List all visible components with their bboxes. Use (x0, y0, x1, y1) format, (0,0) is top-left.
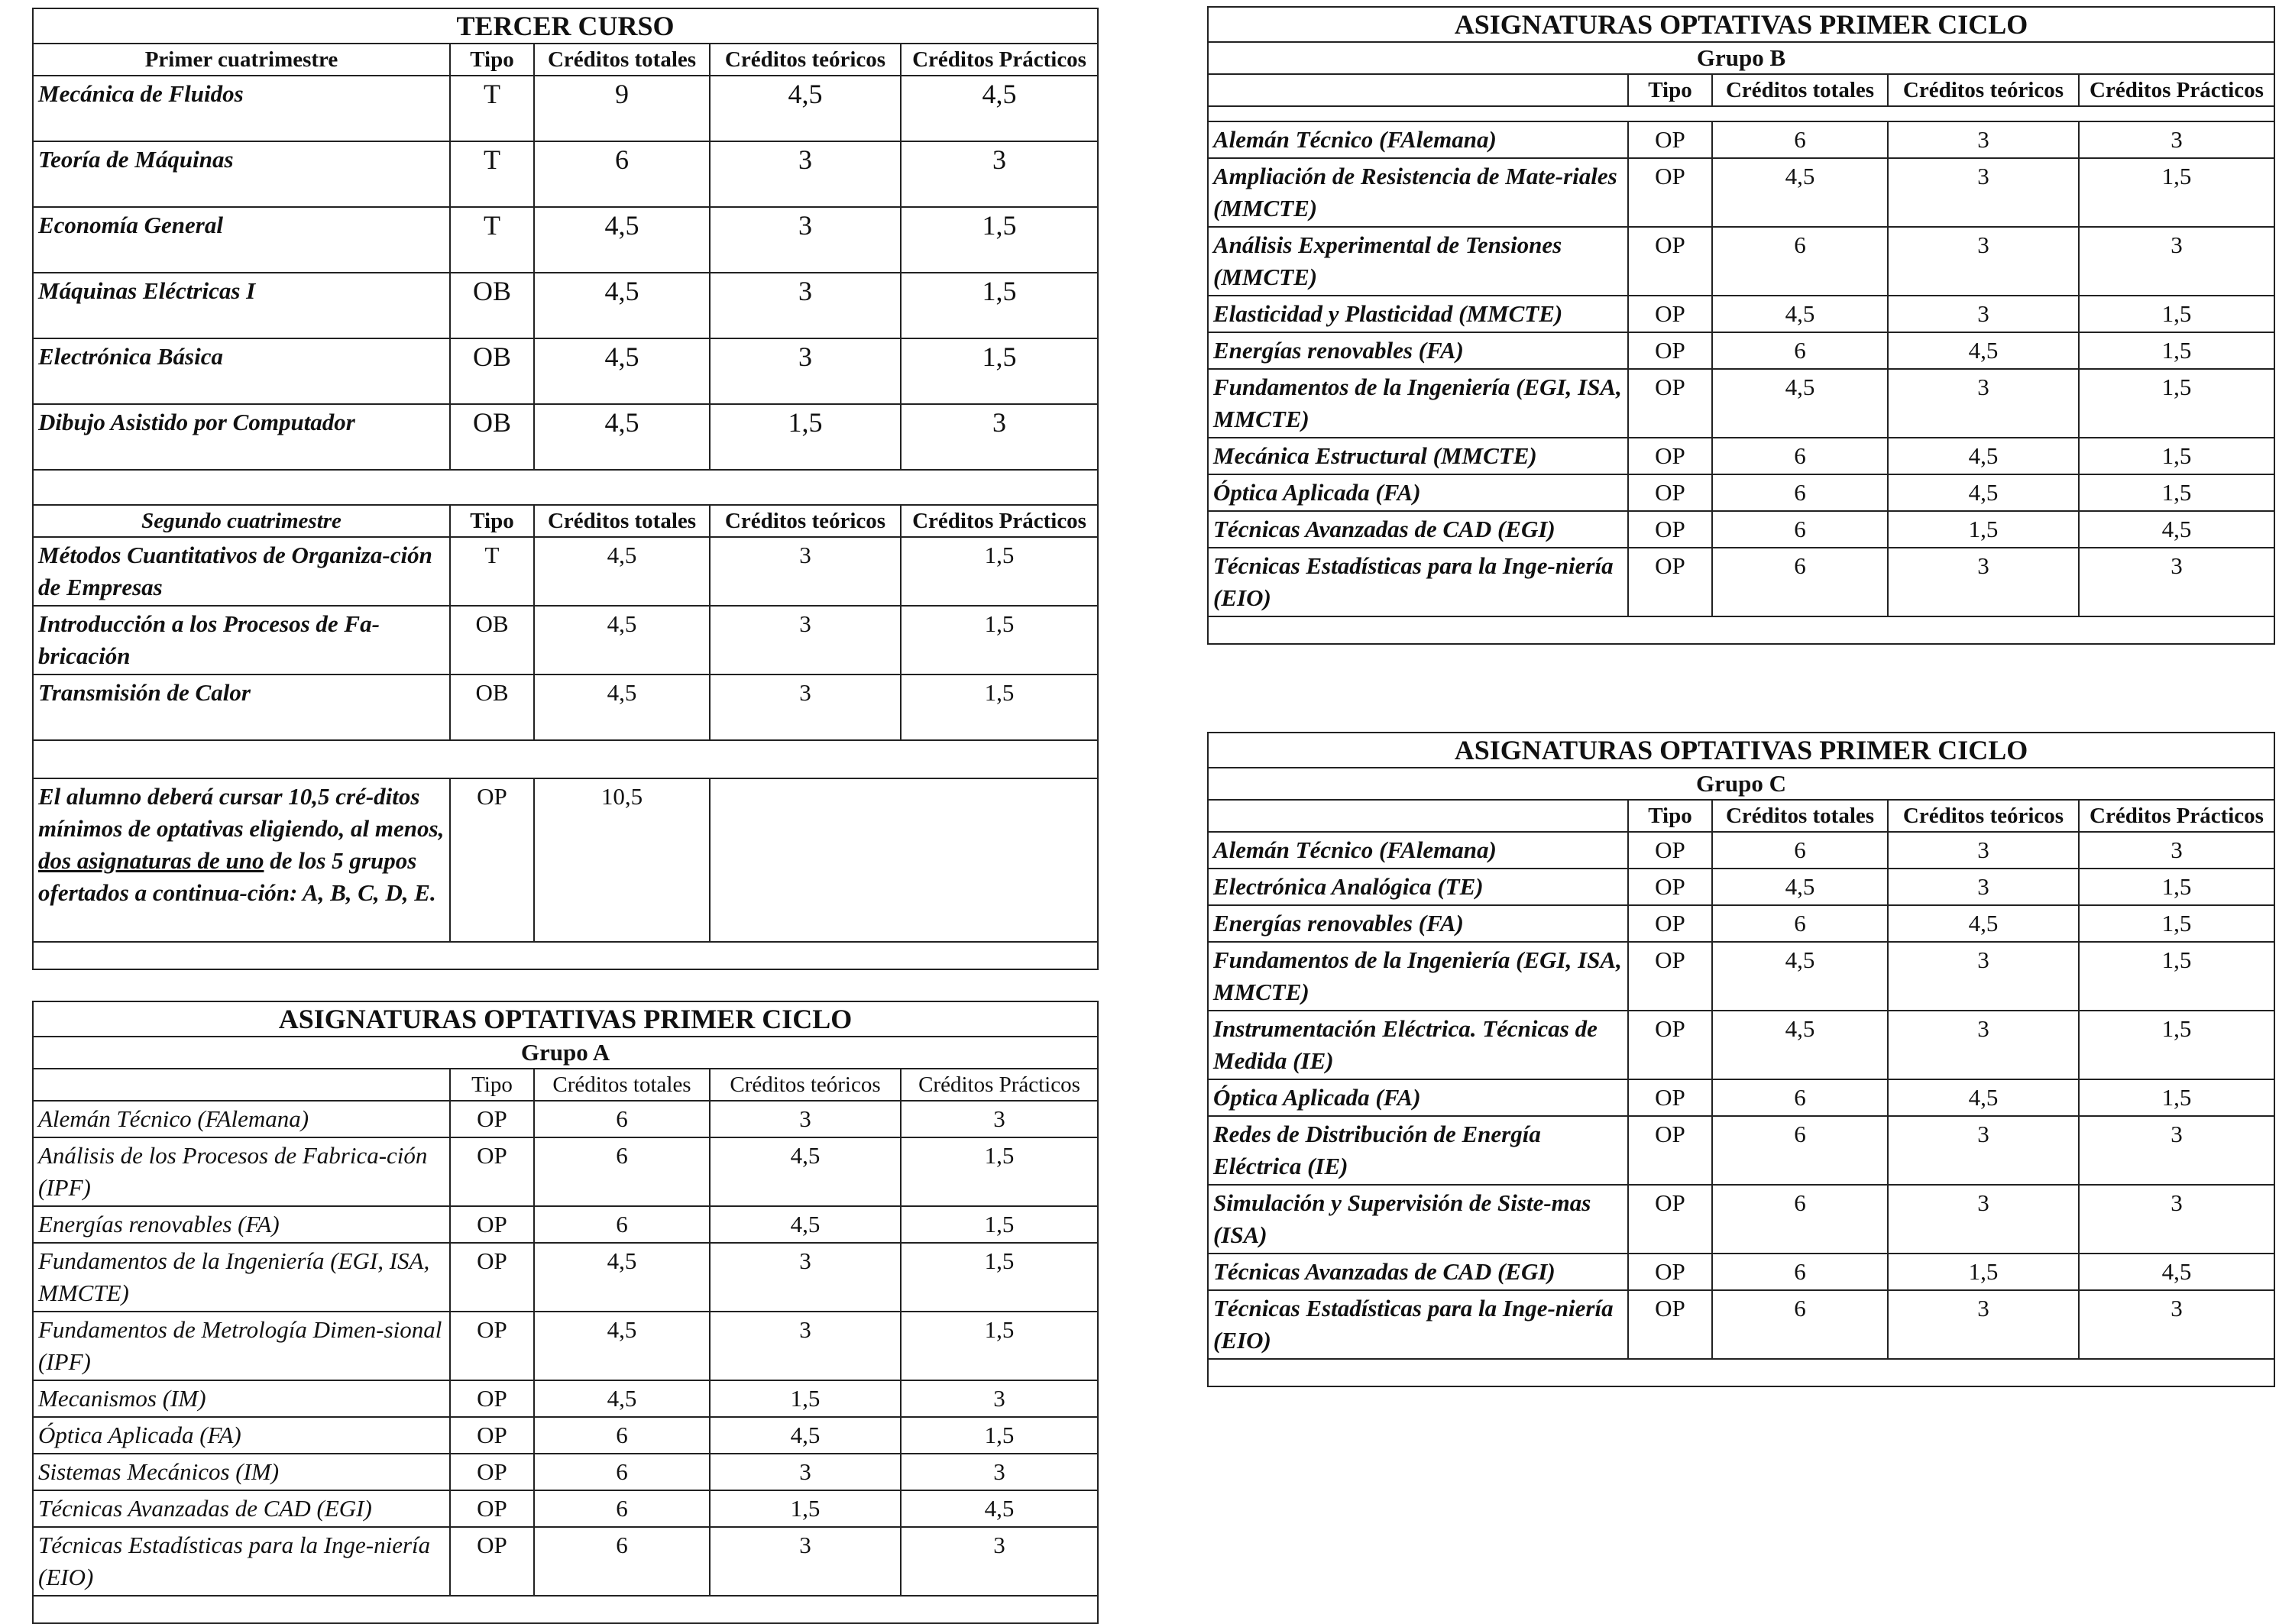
grupo-b-label: Grupo B (1208, 42, 2274, 74)
spacer-row (33, 942, 1098, 969)
theory-credits: 4,5 (1888, 332, 2079, 369)
table-row (1208, 1079, 2274, 1116)
tipo-cell: OP (1628, 832, 1712, 869)
theory-credits: 1,5 (710, 1380, 901, 1417)
subject-name: Energías renovables (FA) (1208, 905, 1628, 942)
theory-credits: 3 (1888, 1011, 2079, 1079)
spacer-row (1208, 1359, 2274, 1386)
table-header-row (33, 505, 1098, 537)
grupo-b-table (1207, 6, 2275, 645)
header-cell: Créditos totales (534, 505, 710, 537)
header-cell: Segundo cuatrimestre (33, 505, 450, 537)
subject-name: Técnicas Estadísticas para la Inge-niería (EIO) (1208, 1290, 1628, 1359)
theory-credits: 4,5 (710, 76, 901, 141)
tercer-curso-table (32, 8, 1099, 970)
tipo-cell: OP (1628, 332, 1712, 369)
subject-name: Ampliación de Resistencia de Mate-riales (MMCTE) (1208, 158, 1628, 227)
theory-credits: 4,5 (1888, 905, 2079, 942)
spacer-row (33, 740, 1098, 778)
header-cell: Créditos teóricos (1888, 74, 2079, 106)
header-cell: Créditos teóricos (710, 505, 901, 537)
tipo-cell: OP (1628, 869, 1712, 905)
theory-credits: 4,5 (1888, 474, 2079, 511)
theory-credits: 1,5 (710, 1490, 901, 1527)
practice-credits: 4,5 (2079, 511, 2274, 548)
total-credits: 6 (1712, 1079, 1888, 1116)
tipo-cell: OP (1628, 511, 1712, 548)
header-cell: Créditos totales (534, 1069, 710, 1101)
subject-name: Electrónica Analógica (TE) (1208, 869, 1628, 905)
header-cell: Créditos totales (534, 44, 710, 76)
tipo-cell: OB (450, 404, 534, 470)
table-row (1208, 1116, 2274, 1185)
total-credits: 6 (534, 1137, 710, 1206)
header-cell: Tipo (450, 44, 534, 76)
total-credits: 6 (1712, 121, 1888, 158)
subject-name: Economía General (33, 207, 450, 273)
subject-name: Óptica Aplicada (FA) (33, 1417, 450, 1454)
practice-credits: 1,5 (901, 1137, 1098, 1206)
total-credits: 4,5 (1712, 1011, 1888, 1079)
practice-credits: 3 (2079, 832, 2274, 869)
header-cell: Créditos Prácticos (901, 505, 1098, 537)
total-credits: 6 (534, 1527, 710, 1596)
table-row (1208, 1011, 2274, 1079)
header-cell: Créditos totales (1712, 800, 1888, 832)
theory-credits: 4,5 (710, 1417, 901, 1454)
table-row (1208, 121, 2274, 158)
table-row (1208, 942, 2274, 1011)
total-credits: 6 (1712, 1116, 1888, 1185)
practice-credits: 1,5 (901, 207, 1098, 273)
grupo-c-label: Grupo C (1208, 768, 2274, 800)
total-credits: 4,5 (1712, 869, 1888, 905)
tipo-cell: OP (1628, 905, 1712, 942)
table-header-row (1208, 800, 2274, 832)
theory-credits: 3 (710, 1454, 901, 1490)
practice-credits: 1,5 (2079, 158, 2274, 227)
total-credits: 4,5 (1712, 942, 1888, 1011)
subject-name: Fundamentos de la Ingeniería (EGI, ISA, MMCTE) (1208, 369, 1628, 438)
subject-name: Elasticidad y Plasticidad (MMCTE) (1208, 296, 1628, 332)
tipo-cell: OP (450, 1454, 534, 1490)
practice-credits: 1,5 (2079, 438, 2274, 474)
total-credits: 9 (534, 76, 710, 141)
tipo-cell: OB (450, 273, 534, 338)
tipo-cell: T (450, 207, 534, 273)
subject-name: Mecánica de Fluidos (33, 76, 450, 141)
practice-credits: 3 (2079, 1290, 2274, 1359)
header-cell: Tipo (450, 505, 534, 537)
table-row (33, 1490, 1098, 1527)
tipo-cell: OP (1628, 1079, 1712, 1116)
table-row (33, 141, 1098, 207)
subject-name: Alemán Técnico (FAlemana) (33, 1101, 450, 1137)
header-cell: Tipo (450, 1069, 534, 1101)
table-row (33, 404, 1098, 470)
subject-name: Transmisión de Calor (33, 675, 450, 740)
total-credits: 6 (534, 1101, 710, 1137)
total-credits: 6 (534, 1417, 710, 1454)
subject-name: Análisis de los Procesos de Fabrica-ción (IPF) (33, 1137, 450, 1206)
table-row (33, 606, 1098, 675)
table-row (1208, 905, 2274, 942)
practice-credits: 3 (901, 1101, 1098, 1137)
theory-credits: 3 (710, 338, 901, 404)
practice-credits: 1,5 (2079, 942, 2274, 1011)
total-credits: 4,5 (534, 675, 710, 740)
subject-name: Teoría de Máquinas (33, 141, 450, 207)
theory-credits: 1,5 (1888, 1254, 2079, 1290)
practice-credits: 4,5 (901, 1490, 1098, 1527)
note-underlined: dos asignaturas de uno (38, 847, 264, 874)
total-credits: 4,5 (1712, 369, 1888, 438)
total-credits: 4,5 (534, 1380, 710, 1417)
tipo-cell: OP (1628, 369, 1712, 438)
practice-credits: 3 (901, 141, 1098, 207)
subject-name: Técnicas Estadísticas para la Inge-niería (EIO) (1208, 548, 1628, 616)
practice-credits: 1,5 (2079, 296, 2274, 332)
table-row (1208, 832, 2274, 869)
total-credits: 4,5 (1712, 296, 1888, 332)
practice-credits: 1,5 (901, 537, 1098, 606)
tipo-cell: OP (1628, 1011, 1712, 1079)
practice-credits: 1,5 (2079, 1011, 2274, 1079)
table-row (1208, 548, 2274, 616)
header-cell: Tipo (1628, 800, 1712, 832)
practice-credits: 1,5 (901, 1417, 1098, 1454)
tipo-cell: OP (1628, 121, 1712, 158)
note-row (33, 778, 1098, 942)
table-row (33, 273, 1098, 338)
subject-name: Energías renovables (FA) (1208, 332, 1628, 369)
practice-credits: 1,5 (2079, 905, 2274, 942)
tipo-cell: OP (450, 1380, 534, 1417)
theory-credits: 3 (1888, 1290, 2079, 1359)
table-row (33, 1206, 1098, 1243)
subject-name: Alemán Técnico (FAlemana) (1208, 121, 1628, 158)
table-row (33, 1101, 1098, 1137)
theory-credits: 3 (1888, 369, 2079, 438)
total-credits: 6 (1712, 905, 1888, 942)
practice-credits: 4,5 (2079, 1254, 2274, 1290)
total-credits: 6 (1712, 832, 1888, 869)
subject-name: Técnicas Avanzadas de CAD (EGI) (33, 1490, 450, 1527)
theory-credits: 4,5 (710, 1206, 901, 1243)
table-row (33, 675, 1098, 740)
header-cell (33, 1069, 450, 1101)
tipo-cell: OP (1628, 474, 1712, 511)
subject-name: Fundamentos de Metrología Dimen-sional (IPF) (33, 1312, 450, 1380)
header-cell: Créditos teóricos (1888, 800, 2079, 832)
total-credits: 4,5 (534, 537, 710, 606)
table-row (1208, 869, 2274, 905)
theory-credits: 1,5 (710, 404, 901, 470)
theory-credits: 3 (710, 675, 901, 740)
total-credits: 6 (534, 1454, 710, 1490)
table-row (1208, 227, 2274, 296)
tipo-cell: OP (1628, 548, 1712, 616)
subject-name: Mecanismos (IM) (33, 1380, 450, 1417)
practice-credits: 1,5 (2079, 474, 2274, 511)
tipo-cell: OB (450, 606, 534, 675)
table-row (33, 76, 1098, 141)
table-header-row (1208, 74, 2274, 106)
tipo-cell: OP (1628, 1116, 1712, 1185)
tipo-cell: OP (1628, 227, 1712, 296)
theory-credits: 3 (710, 273, 901, 338)
note-credits: 10,5 (534, 778, 710, 942)
tipo-cell: OP (450, 1490, 534, 1527)
subject-name: Simulación y Supervisión de Siste-mas (ISA) (1208, 1185, 1628, 1254)
subject-name: Introducción a los Procesos de Fa-bricación (33, 606, 450, 675)
practice-credits: 1,5 (901, 606, 1098, 675)
tipo-cell: OP (1628, 296, 1712, 332)
subject-name: Fundamentos de la Ingeniería (EGI, ISA, MMCTE) (33, 1243, 450, 1312)
table-row (1208, 1254, 2274, 1290)
practice-credits: 4,5 (901, 76, 1098, 141)
table-row (1208, 1185, 2274, 1254)
spacer-row (33, 1596, 1098, 1623)
theory-credits: 3 (710, 1243, 901, 1312)
header-cell: Tipo (1628, 74, 1712, 106)
practice-credits: 3 (901, 1380, 1098, 1417)
theory-credits: 3 (1888, 1185, 2079, 1254)
theory-credits: 3 (1888, 942, 2079, 1011)
total-credits: 6 (1712, 332, 1888, 369)
subject-name: Técnicas Estadísticas para la Inge-niería (EIO) (33, 1527, 450, 1596)
total-credits: 6 (534, 141, 710, 207)
table-row (1208, 1290, 2274, 1359)
subject-name: Instrumentación Eléctrica. Técnicas de Medida (IE) (1208, 1011, 1628, 1079)
practice-credits: 3 (2079, 548, 2274, 616)
practice-credits: 1,5 (2079, 369, 2274, 438)
theory-credits: 3 (1888, 548, 2079, 616)
tipo-cell: OP (450, 1417, 534, 1454)
total-credits: 4,5 (534, 338, 710, 404)
grupo-a-table (32, 1001, 1099, 1624)
theory-credits: 4,5 (1888, 438, 2079, 474)
theory-credits: 3 (1888, 121, 2079, 158)
theory-credits: 3 (1888, 832, 2079, 869)
theory-credits: 3 (710, 1527, 901, 1596)
total-credits: 6 (1712, 511, 1888, 548)
subject-name: Energías renovables (FA) (33, 1206, 450, 1243)
total-credits: 6 (1712, 1254, 1888, 1290)
subject-name: Técnicas Avanzadas de CAD (EGI) (1208, 511, 1628, 548)
theory-credits: 1,5 (1888, 511, 2079, 548)
total-credits: 4,5 (534, 1312, 710, 1380)
tipo-cell: OP (1628, 1290, 1712, 1359)
note-text: El alumno deberá cursar 10,5 cré-ditos mínimos de optativas eligiendo, al menos, dos asignaturas de uno de los 5 grupos ofertados a continua-ción: A, B, C, D, E. (33, 778, 450, 942)
practice-credits: 1,5 (901, 1206, 1098, 1243)
table-row (33, 1417, 1098, 1454)
practice-credits: 1,5 (901, 273, 1098, 338)
table-row (33, 1312, 1098, 1380)
table-header-row (33, 1069, 1098, 1101)
practice-credits: 3 (901, 404, 1098, 470)
theory-credits: 3 (1888, 158, 2079, 227)
tipo-cell: OP (450, 1243, 534, 1312)
subject-name: Análisis Experimental de Tensiones (MMCTE) (1208, 227, 1628, 296)
spacer-row (1208, 106, 2274, 121)
header-cell: Primer cuatrimestre (33, 44, 450, 76)
tipo-cell: OP (450, 1527, 534, 1596)
subject-name: Técnicas Avanzadas de CAD (EGI) (1208, 1254, 1628, 1290)
total-credits: 4,5 (534, 273, 710, 338)
grupo-c-title: ASIGNATURAS OPTATIVAS PRIMER CICLO (1208, 733, 2274, 768)
table-row (1208, 332, 2274, 369)
tipo-cell: T (450, 537, 534, 606)
tipo-cell: OP (450, 1101, 534, 1137)
total-credits: 4,5 (534, 606, 710, 675)
tipo-cell: T (450, 76, 534, 141)
subject-name: Óptica Aplicada (FA) (1208, 1079, 1628, 1116)
table-header-row (33, 44, 1098, 76)
table-row (33, 1380, 1098, 1417)
theory-credits: 4,5 (710, 1137, 901, 1206)
total-credits: 4,5 (1712, 158, 1888, 227)
grupo-a-title: ASIGNATURAS OPTATIVAS PRIMER CICLO (33, 1001, 1098, 1037)
table-row (33, 1454, 1098, 1490)
theory-credits: 4,5 (1888, 1079, 2079, 1116)
theory-credits: 3 (1888, 296, 2079, 332)
table-row (1208, 296, 2274, 332)
subject-name: Óptica Aplicada (FA) (1208, 474, 1628, 511)
grupo-b-title: ASIGNATURAS OPTATIVAS PRIMER CICLO (1208, 7, 2274, 42)
tercer-curso-title: TERCER CURSO (33, 8, 1098, 44)
practice-credits: 1,5 (901, 1243, 1098, 1312)
theory-credits: 3 (710, 207, 901, 273)
tipo-cell: T (450, 141, 534, 207)
table-row (1208, 511, 2274, 548)
header-cell: Créditos Prácticos (901, 1069, 1098, 1101)
theory-credits: 3 (710, 141, 901, 207)
tipo-cell: OP (1628, 158, 1712, 227)
tipo-cell: OP (1628, 1254, 1712, 1290)
total-credits: 6 (1712, 548, 1888, 616)
subject-name: Máquinas Eléctricas I (33, 273, 450, 338)
table-row (1208, 438, 2274, 474)
note-tipo: OP (450, 778, 534, 942)
theory-credits: 3 (710, 537, 901, 606)
header-cell: Créditos totales (1712, 74, 1888, 106)
practice-credits: 3 (2079, 121, 2274, 158)
total-credits: 6 (1712, 438, 1888, 474)
subject-name: Redes de Distribución de Energía Eléctrica (IE) (1208, 1116, 1628, 1185)
header-cell: Créditos teóricos (710, 1069, 901, 1101)
grupo-a-label: Grupo A (33, 1037, 1098, 1069)
theory-credits: 3 (710, 1312, 901, 1380)
practice-credits: 1,5 (2079, 332, 2274, 369)
practice-credits: 3 (2079, 1116, 2274, 1185)
grupo-c-table (1207, 732, 2275, 1387)
practice-credits: 3 (2079, 1185, 2274, 1254)
practice-credits: 1,5 (901, 338, 1098, 404)
total-credits: 4,5 (534, 207, 710, 273)
spacer-row (33, 470, 1098, 505)
tipo-cell: OP (1628, 942, 1712, 1011)
total-credits: 6 (1712, 474, 1888, 511)
tipo-cell: OP (450, 1312, 534, 1380)
header-cell (1208, 74, 1628, 106)
table-row (1208, 158, 2274, 227)
theory-credits: 3 (710, 606, 901, 675)
total-credits: 6 (534, 1490, 710, 1527)
total-credits: 4,5 (534, 1243, 710, 1312)
total-credits: 6 (534, 1206, 710, 1243)
table-row (1208, 369, 2274, 438)
total-credits: 4,5 (534, 404, 710, 470)
table-row (33, 1243, 1098, 1312)
theory-credits: 3 (1888, 1116, 2079, 1185)
subject-name: Sistemas Mecánicos (IM) (33, 1454, 450, 1490)
subject-name: Métodos Cuantitativos de Organiza-ción de Empresas (33, 537, 450, 606)
subject-name: Mecánica Estructural (MMCTE) (1208, 438, 1628, 474)
practice-credits: 1,5 (901, 1312, 1098, 1380)
empty-cell (710, 778, 1098, 942)
spacer-row (1208, 616, 2274, 644)
practice-credits: 3 (901, 1454, 1098, 1490)
table-row (33, 207, 1098, 273)
practice-credits: 3 (2079, 227, 2274, 296)
table-row (1208, 474, 2274, 511)
tipo-cell: OB (450, 675, 534, 740)
header-cell: Créditos teóricos (710, 44, 901, 76)
header-cell: Créditos Prácticos (2079, 800, 2274, 832)
subject-name: Dibujo Asistido por Computador (33, 404, 450, 470)
total-credits: 6 (1712, 227, 1888, 296)
theory-credits: 3 (1888, 869, 2079, 905)
subject-name: Alemán Técnico (FAlemana) (1208, 832, 1628, 869)
practice-credits: 1,5 (2079, 869, 2274, 905)
practice-credits: 1,5 (901, 675, 1098, 740)
header-cell: Créditos Prácticos (901, 44, 1098, 76)
table-row (33, 1137, 1098, 1206)
total-credits: 6 (1712, 1185, 1888, 1254)
theory-credits: 3 (710, 1101, 901, 1137)
subject-name: Electrónica Básica (33, 338, 450, 404)
header-cell: Créditos Prácticos (2079, 74, 2274, 106)
header-cell (1208, 800, 1628, 832)
tipo-cell: OP (1628, 1185, 1712, 1254)
table-row (33, 338, 1098, 404)
tipo-cell: OB (450, 338, 534, 404)
tipo-cell: OP (450, 1206, 534, 1243)
subject-name: Fundamentos de la Ingeniería (EGI, ISA, MMCTE) (1208, 942, 1628, 1011)
practice-credits: 1,5 (2079, 1079, 2274, 1116)
practice-credits: 3 (901, 1527, 1098, 1596)
table-row (33, 537, 1098, 606)
table-row (33, 1527, 1098, 1596)
total-credits: 6 (1712, 1290, 1888, 1359)
tipo-cell: OP (450, 1137, 534, 1206)
theory-credits: 3 (1888, 227, 2079, 296)
tipo-cell: OP (1628, 438, 1712, 474)
